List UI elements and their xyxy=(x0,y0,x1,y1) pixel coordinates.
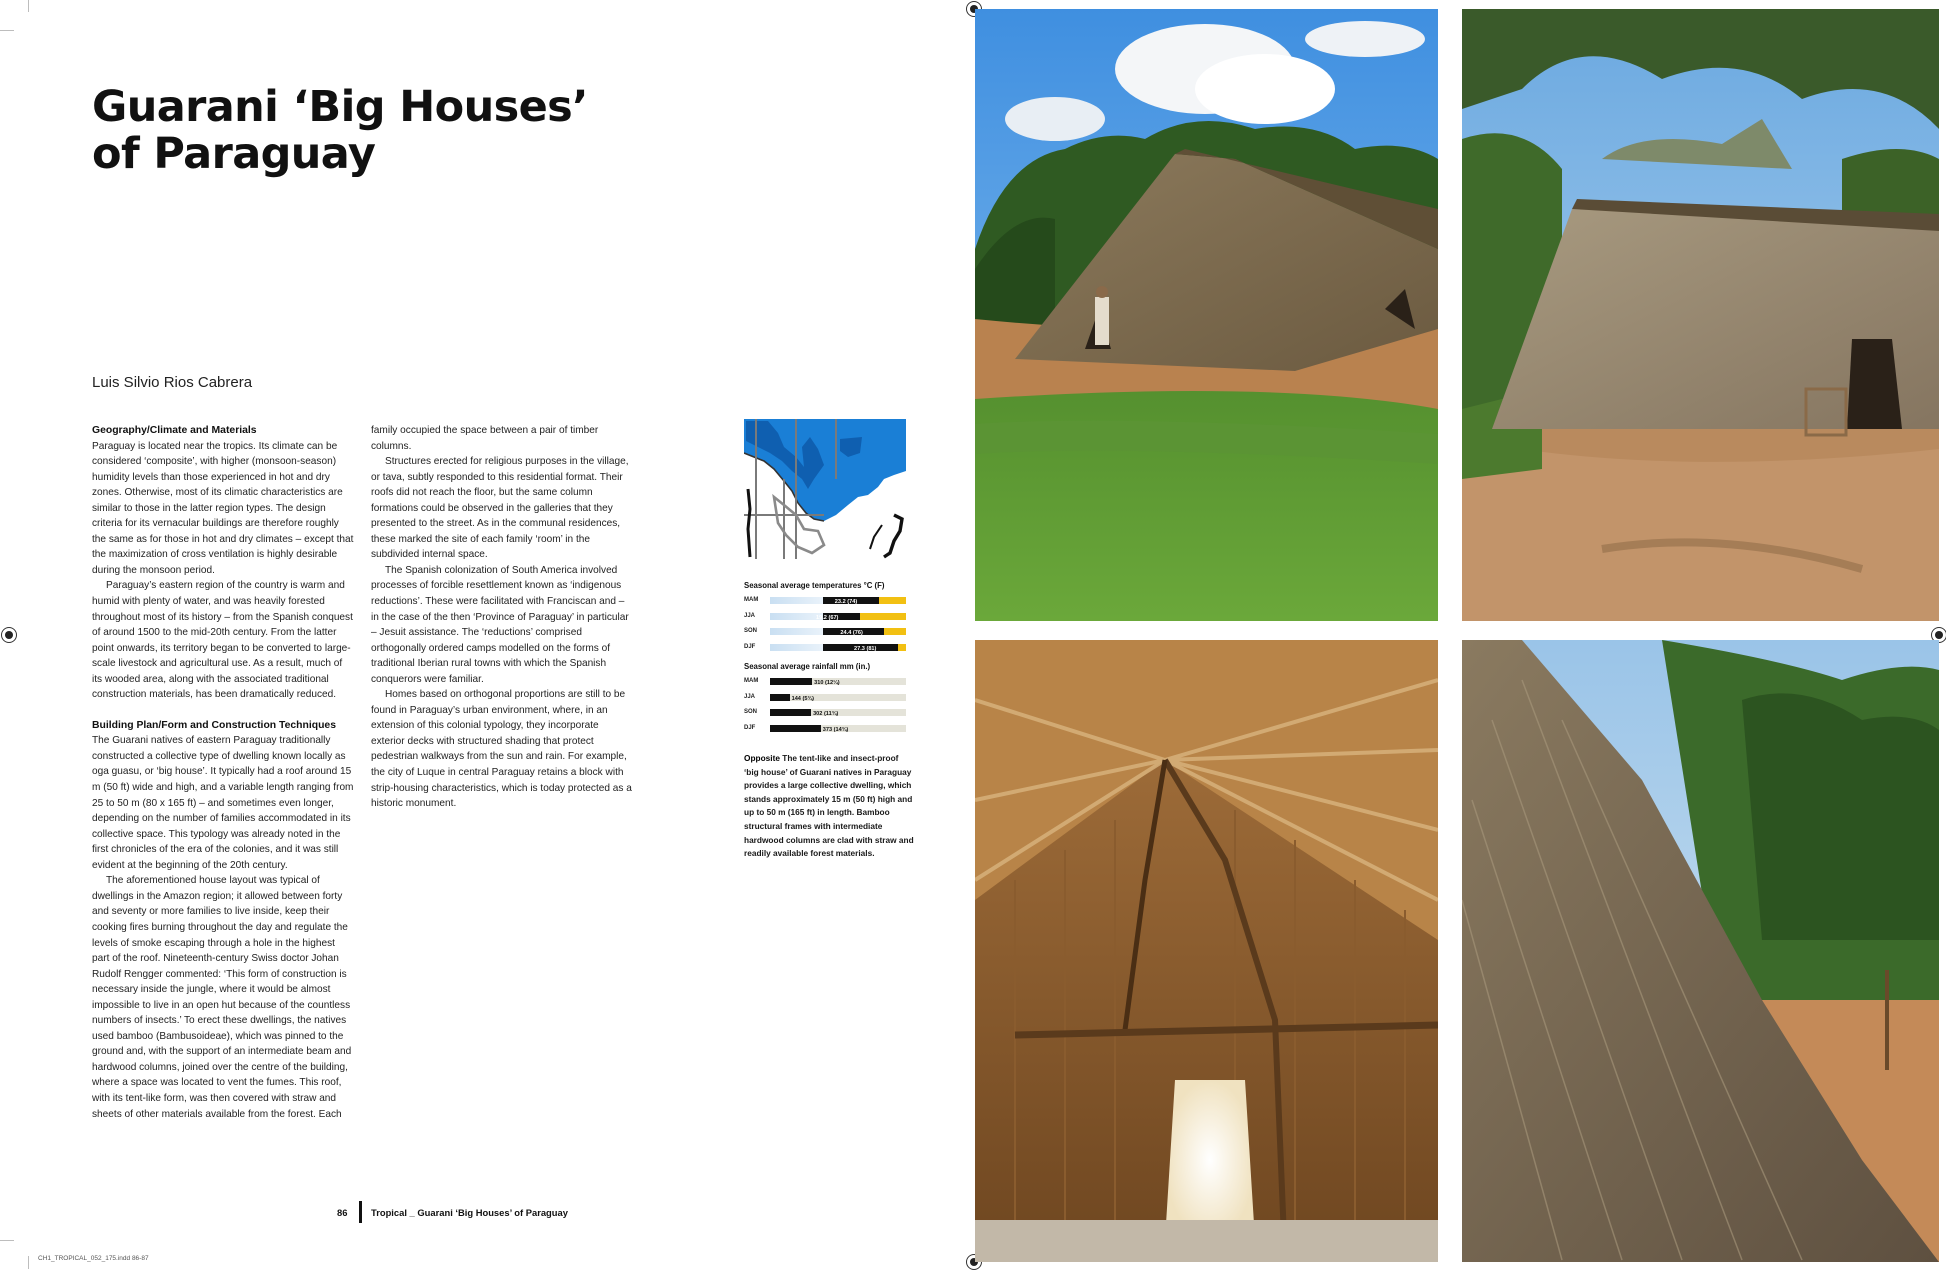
title-line-2: of Paraguay xyxy=(92,129,376,179)
temperature-track xyxy=(770,644,906,651)
temperature-track xyxy=(770,597,906,604)
paragraph: Homes based on orthogonal proportions are still to be found in Paraguay’s urban environment, where, in an extension of this colonial typology, they incorporate exterior decks with structured shading that protect pedestrian walkways from the sun and rain. For example, the city of Luque in central Paraguay retains a block with strip-housing characteristics, which is today protected as a historic monument. xyxy=(371,689,632,810)
temperature-row xyxy=(744,626,906,642)
season-label: JJA xyxy=(744,612,756,619)
rainfall-bar xyxy=(770,694,790,701)
temperature-value: 23.2 (74) xyxy=(834,599,858,605)
temperature-high-bar xyxy=(860,613,906,620)
page-number: 86 xyxy=(337,1207,348,1218)
temperature-high-bar xyxy=(879,597,906,604)
file-slug: CH1_TROPICAL_052_175.indd 86-87 xyxy=(38,1255,149,1262)
rainfall-row xyxy=(744,676,906,692)
rainfall-value: 310 (12¼) xyxy=(814,680,840,686)
temperature-low-bar xyxy=(770,597,823,604)
season-label: DJF xyxy=(744,724,756,731)
paragraph: family occupied the space between a pair of timber columns. xyxy=(371,425,599,452)
folio-rule xyxy=(359,1201,362,1223)
crop-mark xyxy=(28,0,29,12)
temperature-value: 19.2 (67) xyxy=(816,614,839,621)
rainfall-value: 144 (5¾) xyxy=(791,695,814,702)
rainfall-track xyxy=(770,678,906,685)
rainfall-track xyxy=(770,694,906,701)
temperature-row xyxy=(744,595,906,611)
temperature-value: 27.3 (81) xyxy=(854,645,877,652)
temperature-row xyxy=(744,611,906,627)
climate-stats xyxy=(744,581,906,738)
caption-lead: Opposite xyxy=(744,753,780,763)
photo-big-house-exterior xyxy=(975,9,1438,621)
text-column-2 xyxy=(371,423,633,812)
caption-text: The tent-like and insect-proof ‘big house’ of Guarani natives in Paraguay provides a large collective dwelling, which stands approximately 15 m (50 ft) high and up to 50 m (165 ft) in length. Bamboo structural frames with intermediate hardwood columns are clad with straw and readily available forest materials. xyxy=(744,753,914,859)
rainfall-chart xyxy=(744,676,906,738)
rainfall-heading: Seasonal average rainfall mm (in.) xyxy=(744,662,871,671)
title-line-1: Guarani ‘Big Houses’ xyxy=(92,82,588,132)
temperature-track xyxy=(770,613,906,620)
page-title xyxy=(92,84,588,178)
temperature-heading: Seasonal average temperatures °C (F) xyxy=(744,581,885,590)
paragraph: The Guarani natives of eastern Paraguay traditionally constructed a collective type of dwelling known locally as oga guasu, or ‘big house’. It typically had a roof around 15 m (50 ft) wide and high, and a variable length ranging from 25 to 50 m (80 x 165 ft) – and sometimes even longer, depending on the number of families accommodated in its collective space. This typology was already noted in the first chronicles of the era of the colonies, and it was still evident at the beginning of the 20th century. xyxy=(92,735,354,871)
paragraph: Structures erected for religious purposes in the village, or tava, subtly responded to this residential format. Their roofs did not reach the floor, but the same column formations could be observed in the galleries that they presented to the street. As in the communal residences, these marked the site of each family ‘room’ in the subdivided internal space. xyxy=(371,456,629,561)
temperature-high-bar xyxy=(898,644,906,651)
rainfall-row xyxy=(744,723,906,739)
crop-mark xyxy=(0,30,14,31)
author-byline: Luis Silvio Rios Cabrera xyxy=(92,374,253,391)
season-label: SON xyxy=(744,709,758,715)
photo-thatch-closeup xyxy=(1462,640,1939,1262)
rainfall-track xyxy=(770,709,906,716)
paragraph: The aforementioned house layout was typical of dwellings in the Amazon region; it allowed between forty and seventy or more families to live inside, keep their cooking fires burning throughout the day and regulate the levels of smoke escaping through a hole in the highest part of the roof. Nineteenth-century Swiss doctor Johan Rudolf Rengger commented: ‘This form of construction is necessary inside the jungle, where it would be almost impossible to live in an open hut because of the countless numbers of insects.’ To erect these dwellings, the natives used bamboo (Bambusoideae), which was pinned to the ground and, with the support of an intermediate beam and hardwood columns, joined over the centre of the building, where a space was located to vent the fumes. This roof, with its tent-like form, was then covered with straw and sheets of other materials available from the forest. Each xyxy=(92,875,352,1120)
registration-mark-icon xyxy=(1,627,17,643)
temperature-value: 24.4 (76) xyxy=(840,630,863,636)
paragraph: The Spanish colonization of South America involved processes of forcible resettlement known as ‘indigenous reductions’. These were facilitated with Franciscan and – in the case of the then ‘Province of Paraguay’ in particular – Jesuit assistance. The ‘reductions’ comprised orthogonally ordered camps modelled on the forms of traditional Iberian rural towns with which the Spanish conquerors were familiar. xyxy=(371,564,629,685)
temperature-low-bar xyxy=(770,644,823,651)
temperature-row xyxy=(744,642,906,658)
season-label: MAM xyxy=(744,597,759,603)
paragraph: Paraguay is located near the tropics. Its climate can be considered ‘composite’, with higher (monsoon-season) humidity levels than those experienced in hot and dry zones. Otherwise, most of its climatic characteristics are similar to those in the latter region types. The design criteria for its vernacular buildings are therefore roughly the same as for those in hot and dry climates – except that the maximization of cross ventilation is highly desirable during the monsoon period. xyxy=(92,440,354,576)
running-head: Tropical _ Guarani ‘Big Houses’ of Paraguay xyxy=(371,1207,568,1218)
section-heading-geography: Geography/Climate and Materials xyxy=(92,425,257,436)
rainfall-value: 302 (11¾) xyxy=(813,711,839,717)
season-label: MAM xyxy=(744,678,759,684)
temperature-low-bar xyxy=(770,628,823,635)
photo-big-house-doorway xyxy=(1462,9,1939,621)
section-heading-building: Building Plan/Form and Construction Techniques xyxy=(92,719,336,731)
text-column-1 xyxy=(92,423,354,1122)
paragraph: Paraguay’s eastern region of the country is warm and humid with plenty of water, and was heavily forested throughout most of its history – from the Spanish conquest of around 1500 to the mid-20th century. From the latter point onwards, its territory began to be converted to large-scale livestock and agricultural use. As a result, much of its wooded area, along with the associated traditional construction materials, has been dramatically reduced. xyxy=(92,580,353,701)
season-label: JJA xyxy=(744,693,756,700)
rainfall-row xyxy=(744,692,906,708)
rainfall-bar xyxy=(770,709,811,716)
rainfall-bar xyxy=(770,678,812,685)
rainfall-value: 373 (14¾) xyxy=(822,726,849,733)
temperature-chart xyxy=(744,595,906,657)
rainfall-track xyxy=(770,725,906,732)
climate-map xyxy=(744,419,906,559)
season-label: DJF xyxy=(744,643,756,650)
temperature-high-bar xyxy=(884,628,906,635)
crop-mark xyxy=(0,1240,14,1241)
temperature-track xyxy=(770,628,906,635)
photo-caption xyxy=(744,752,914,861)
photo-big-house-interior xyxy=(975,640,1438,1262)
season-label: SON xyxy=(744,628,758,634)
crop-mark xyxy=(28,1256,29,1269)
rainfall-row xyxy=(744,707,906,723)
rainfall-bar xyxy=(770,725,821,732)
